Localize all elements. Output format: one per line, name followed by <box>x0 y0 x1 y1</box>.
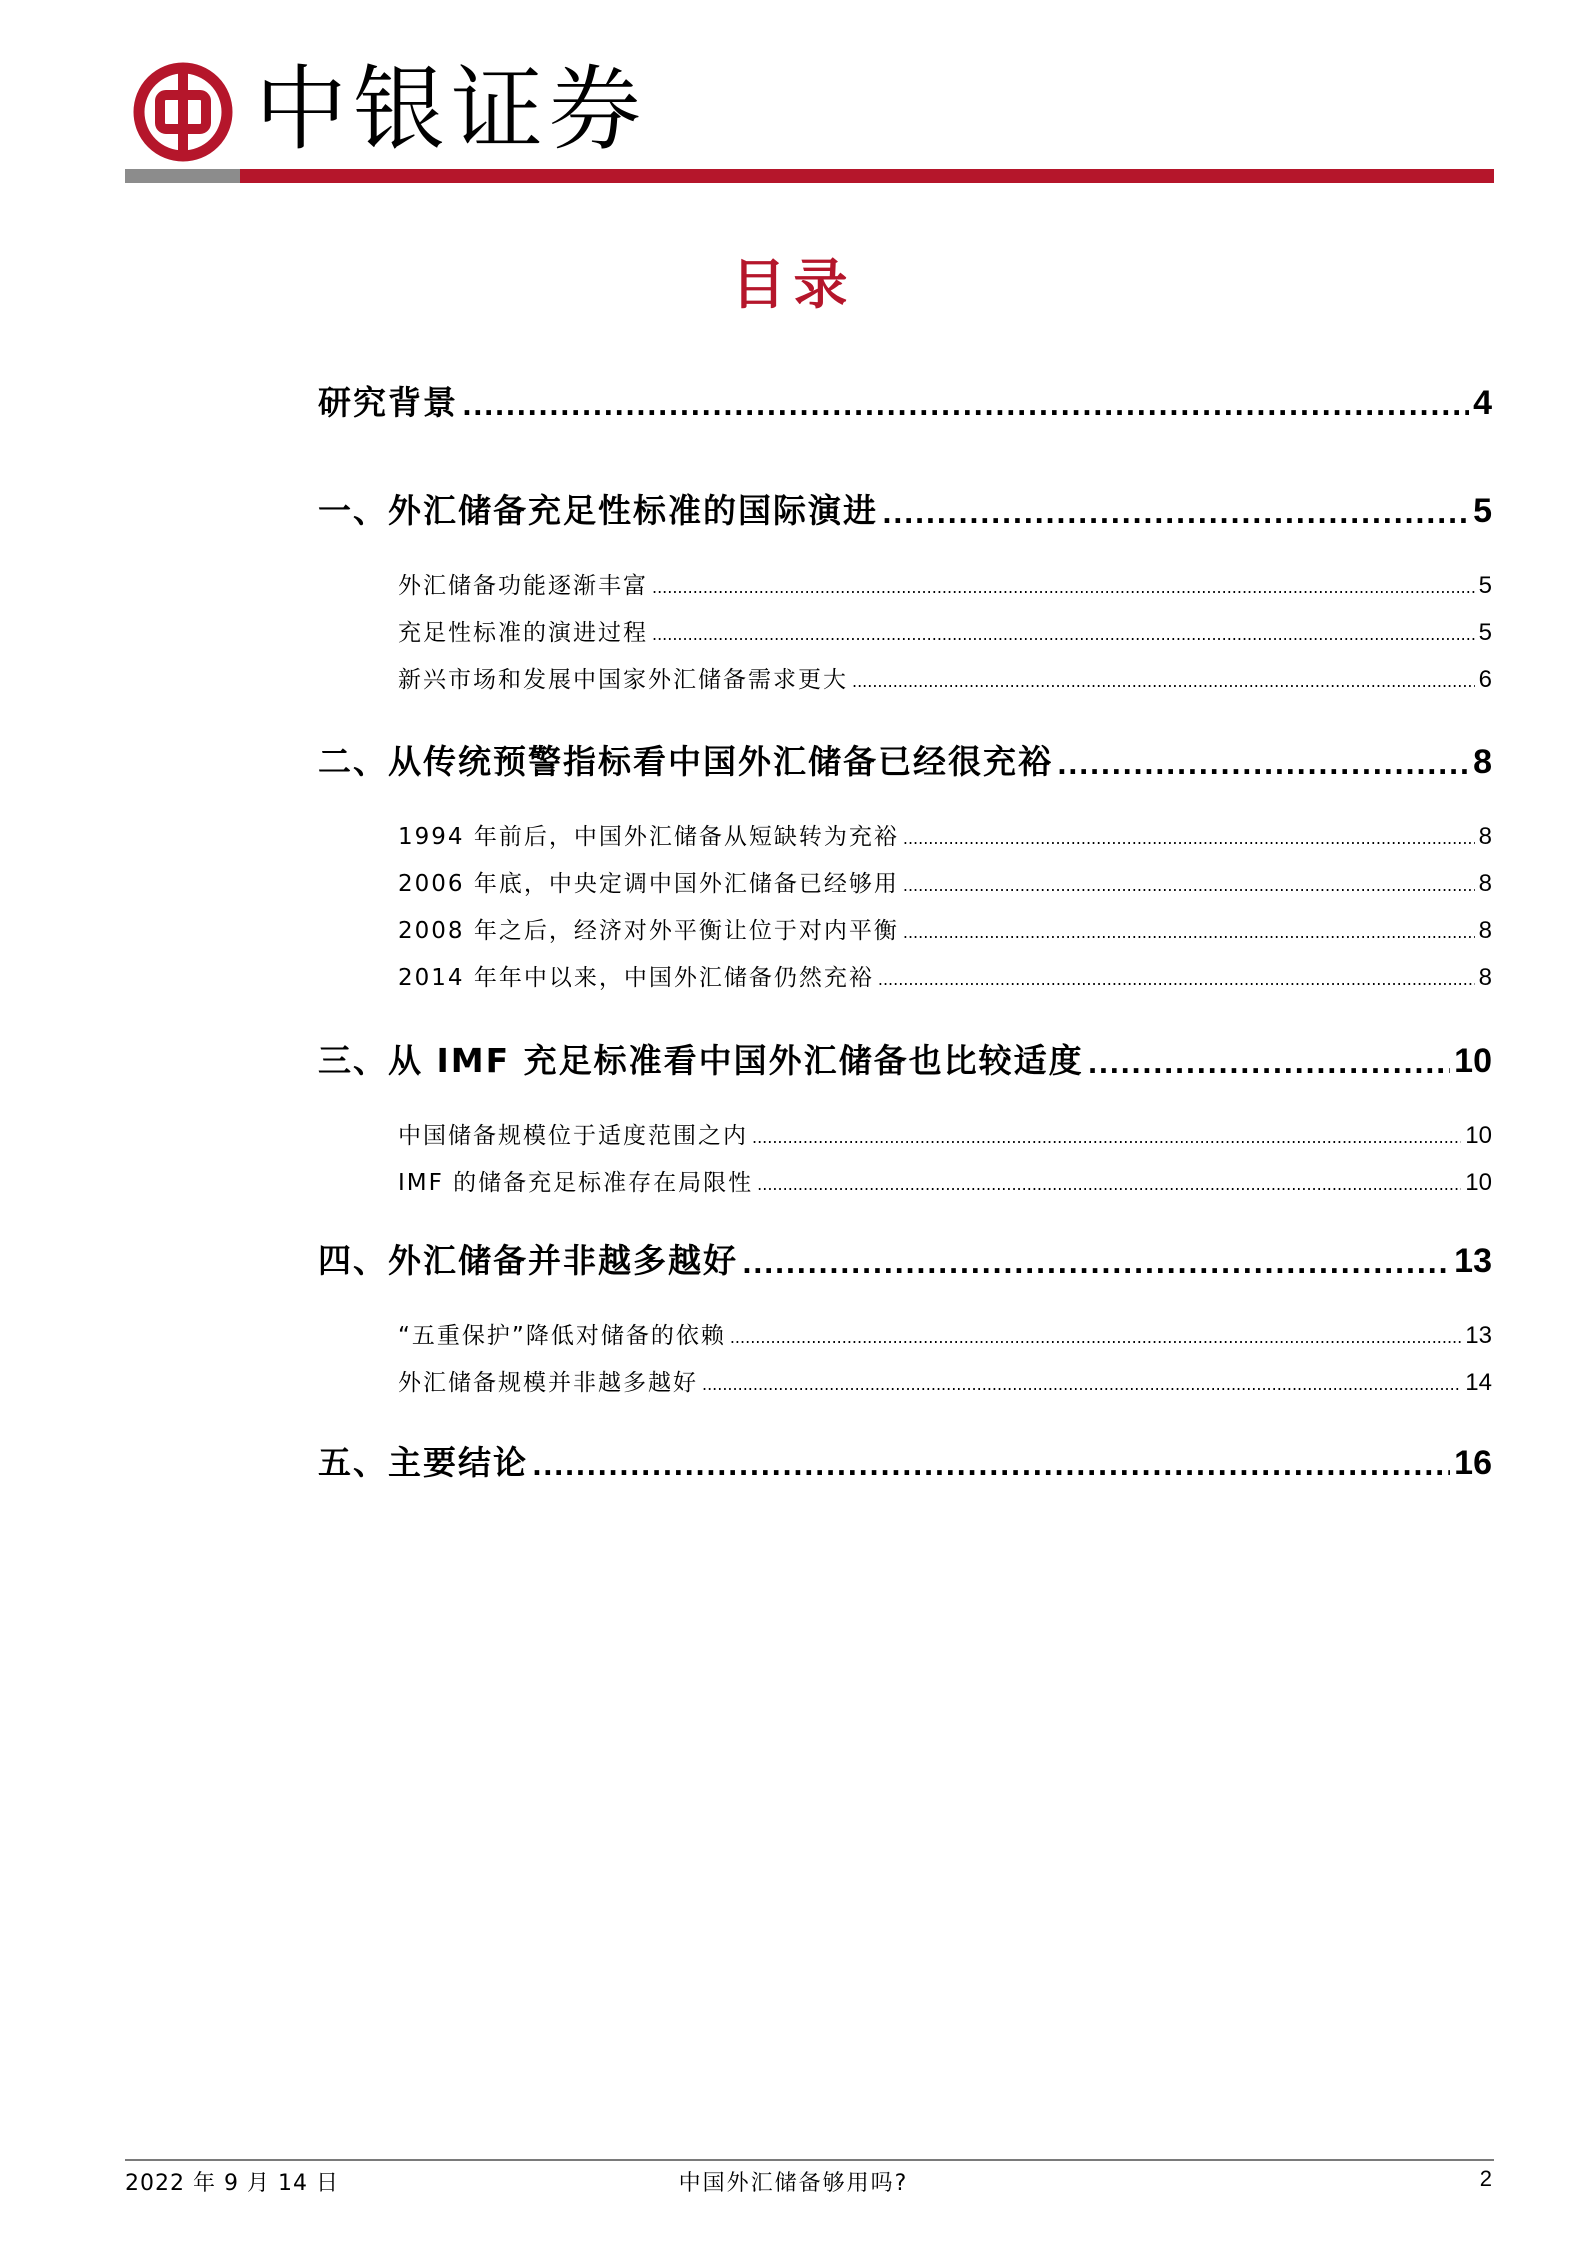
toc-entry-label: 外汇储备规模并非越多越好 <box>398 1370 698 1396</box>
toc-section-entry[interactable] <box>318 1437 1492 1484</box>
toc-entry-label: 一、外汇储备充足性标准的国际演进 <box>318 491 878 530</box>
header-rule-gray <box>125 169 240 183</box>
toc-dot-leader <box>852 661 1475 694</box>
toc-entry-page: 14 <box>1465 1369 1492 1396</box>
toc-subsection-entry[interactable] <box>318 1364 1492 1397</box>
toc-subsection-entry[interactable] <box>318 1164 1492 1197</box>
toc-dot-leader <box>882 485 1469 532</box>
toc-section-entry[interactable] <box>318 736 1492 783</box>
toc-entry-page: 10 <box>1465 1122 1492 1149</box>
toc-entry-page: 5 <box>1478 572 1492 599</box>
footer-rule <box>125 2159 1494 2161</box>
brand-name: 中银证券 <box>255 56 648 163</box>
header-rule-red <box>240 169 1494 183</box>
toc-entry-label: 四、外汇储备并非越多越好 <box>318 1241 738 1280</box>
toc-subsection-entry[interactable] <box>318 865 1492 898</box>
footer-date: 2022 年 9 月 14 日 <box>125 2171 339 2196</box>
toc-entry-page: 8 <box>1478 964 1492 991</box>
toc-entry-page: 8 <box>1473 743 1492 781</box>
toc-entry-page: 13 <box>1454 1242 1492 1280</box>
toc-subsection-entry[interactable] <box>318 912 1492 945</box>
toc-dot-leader <box>878 959 1475 992</box>
toc-subsection-entry[interactable] <box>318 1117 1492 1150</box>
toc-dot-leader <box>903 818 1475 851</box>
toc-section-entry[interactable] <box>318 1235 1492 1282</box>
toc-dot-leader <box>652 614 1475 647</box>
toc-entry-label: 2008 年之后，经济对外平衡让位于对内平衡 <box>398 918 899 944</box>
toc-entry-label: 1994 年前后，中国外汇储备从短缺转为充裕 <box>398 824 899 850</box>
toc-section-entry[interactable] <box>318 1035 1492 1082</box>
toc-entry-page: 4 <box>1473 384 1492 422</box>
toc-subsection-entry[interactable] <box>318 1317 1492 1350</box>
toc-section-entry[interactable] <box>318 485 1492 532</box>
toc-subsection-entry[interactable] <box>318 818 1492 851</box>
toc-dot-leader <box>1057 736 1469 783</box>
toc-dot-leader <box>532 1437 1450 1484</box>
toc-dot-leader <box>903 865 1475 898</box>
toc-entry-label: 2006 年底，中央定调中国外汇储备已经够用 <box>398 871 899 897</box>
bank-of-china-logo-icon <box>133 62 233 162</box>
toc-entry-label: 充足性标准的演进过程 <box>398 620 648 646</box>
toc-entry-page: 5 <box>1473 492 1492 530</box>
toc-dot-leader <box>752 1117 1461 1150</box>
toc-entry-label: 2014 年年中以来，中国外汇储备仍然充裕 <box>398 965 874 991</box>
toc-subsection-entry[interactable] <box>318 661 1492 694</box>
toc-section-entry[interactable] <box>318 377 1492 424</box>
toc-entry-page: 10 <box>1465 1169 1492 1196</box>
toc-entry-label: 研究背景 <box>318 383 458 422</box>
toc-subsection-entry[interactable] <box>318 567 1492 600</box>
toc-entry-page: 16 <box>1454 1444 1492 1482</box>
toc-entry-label: 三、从 IMF 充足标准看中国外汇储备也比较适度 <box>318 1041 1084 1080</box>
toc-entry-label: 二、从传统预警指标看中国外汇储备已经很充裕 <box>318 742 1053 781</box>
footer-page-number: 2 <box>1479 2166 1492 2191</box>
toc-entry-page: 8 <box>1478 823 1492 850</box>
toc-entry-page: 5 <box>1478 619 1492 646</box>
page-header <box>0 0 1587 190</box>
toc-entry-label: “五重保护”降低对储备的依赖 <box>398 1323 726 1349</box>
toc-entry-label: 五、主要结论 <box>318 1443 528 1482</box>
toc-entry-page: 6 <box>1478 666 1492 693</box>
toc-entry-page: 10 <box>1454 1042 1492 1080</box>
toc-entry-label: 新兴市场和发展中国家外汇储备需求更大 <box>398 667 848 693</box>
toc-entry-page: 8 <box>1478 917 1492 944</box>
footer-report-title: 中国外汇储备够用吗? <box>678 2171 909 2196</box>
toc-entry-label: 外汇储备功能逐渐丰富 <box>398 573 648 599</box>
toc-dot-leader <box>730 1317 1461 1350</box>
toc-entry-page: 13 <box>1465 1322 1492 1349</box>
toc-title: 目录 <box>731 253 856 316</box>
toc-dot-leader <box>702 1364 1461 1397</box>
toc-dot-leader <box>652 567 1475 600</box>
toc-entry-page: 8 <box>1478 870 1492 897</box>
toc-subsection-entry[interactable] <box>318 959 1492 992</box>
toc-dot-leader <box>462 377 1469 424</box>
toc-dot-leader <box>903 912 1475 945</box>
toc-entry-label: IMF 的储备充足标准存在局限性 <box>398 1170 754 1196</box>
toc-dot-leader <box>742 1235 1450 1282</box>
toc-subsection-entry[interactable] <box>318 614 1492 647</box>
toc-dot-leader <box>757 1164 1461 1197</box>
toc-entry-label: 中国储备规模位于适度范围之内 <box>398 1123 748 1149</box>
toc-dot-leader <box>1088 1035 1451 1082</box>
